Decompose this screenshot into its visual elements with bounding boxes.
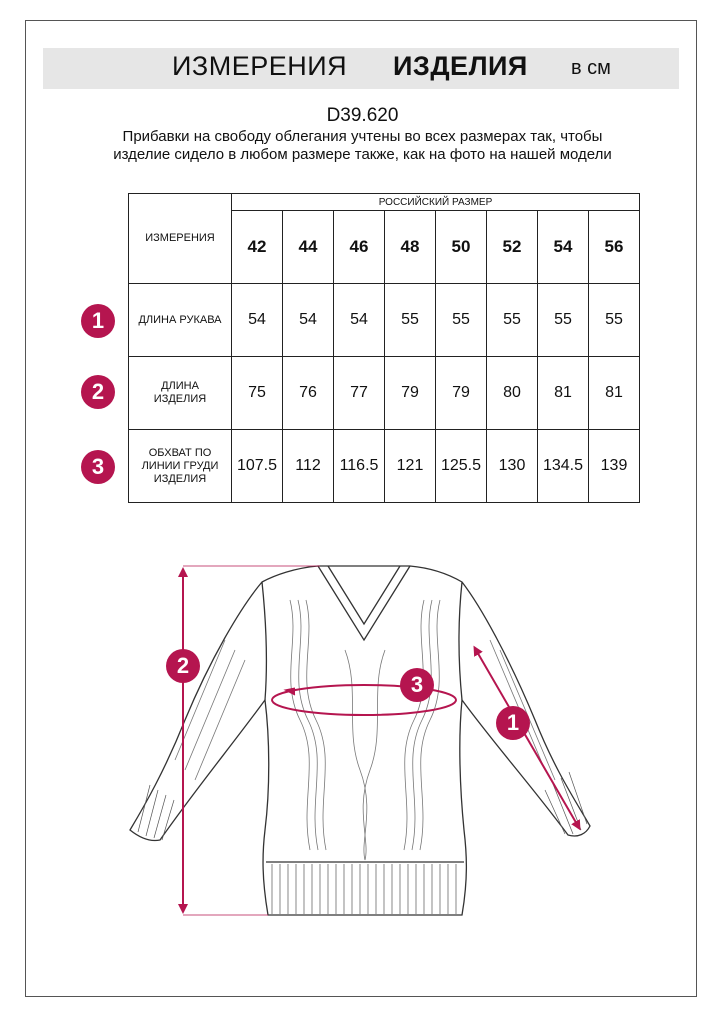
header-title-part2: ИЗДЕЛИЯ <box>393 51 528 81</box>
product-code: D39.620 <box>326 105 399 126</box>
diagram-marker-1: 1 <box>496 706 530 740</box>
table-cell: 75 <box>232 357 283 430</box>
row-number-badge: 1 <box>81 304 115 338</box>
table-cell: 79 <box>436 357 487 430</box>
table-cell: 77 <box>334 357 385 430</box>
row-label-text: ДЛИНА ИЗДЕЛИЯ <box>153 380 207 405</box>
size-header: 56 <box>589 211 640 284</box>
table-cell: 79 <box>385 357 436 430</box>
table-cell: 130 <box>487 430 538 503</box>
size-header: 46 <box>334 211 385 284</box>
size-header: 54 <box>538 211 589 284</box>
ribbing <box>138 772 587 914</box>
table-cell: 54 <box>334 284 385 357</box>
table-cell: 55 <box>589 284 640 357</box>
table-cell: 116.5 <box>334 430 385 503</box>
table-cell: 81 <box>538 357 589 430</box>
row-number-badge: 3 <box>81 450 115 484</box>
row-label: ДЛИНА РУКАВА <box>129 284 232 357</box>
table-cell: 125.5 <box>436 430 487 503</box>
fit-note: Прибавки на свободу облегания учтены во всех размерах так, чтобы изделие сидело в любом размере также, как на фото на нашей модели <box>113 128 612 163</box>
header-title-part1: ИЗМЕРЕНИЯ <box>172 51 348 81</box>
table-cell: 134.5 <box>538 430 589 503</box>
header-unit: в см <box>571 57 611 79</box>
table-cell: 55 <box>436 284 487 357</box>
table-cell: 107.5 <box>232 430 283 503</box>
size-header: 42 <box>232 211 283 284</box>
diagram-marker-2: 2 <box>166 649 200 683</box>
table-cell: 54 <box>283 284 334 357</box>
sweater-outline <box>130 566 590 915</box>
table-cell: 55 <box>538 284 589 357</box>
row-number-badge: 2 <box>81 375 115 409</box>
table-cell: 112 <box>283 430 334 503</box>
size-header: 44 <box>283 211 334 284</box>
size-group-label: РОССИЙСКИЙ РАЗМЕР <box>232 194 640 211</box>
size-header: 52 <box>487 211 538 284</box>
table-cell: 81 <box>589 357 640 430</box>
measurement-lines <box>183 566 578 915</box>
row-label-text: ОБХВАТ ПО ЛИНИИ ГРУДИ ИЗДЕЛИЯ <box>141 446 219 485</box>
corner-label: ИЗМЕРЕНИЯ <box>129 194 232 284</box>
table-cell: 54 <box>232 284 283 357</box>
table-cell: 55 <box>385 284 436 357</box>
size-header: 48 <box>385 211 436 284</box>
table-cell: 121 <box>385 430 436 503</box>
table-cell: 139 <box>589 430 640 503</box>
table-cell: 55 <box>487 284 538 357</box>
table-cell: 80 <box>487 357 538 430</box>
diagram-marker-3: 3 <box>400 668 434 702</box>
size-header: 50 <box>436 211 487 284</box>
table-cell: 76 <box>283 357 334 430</box>
